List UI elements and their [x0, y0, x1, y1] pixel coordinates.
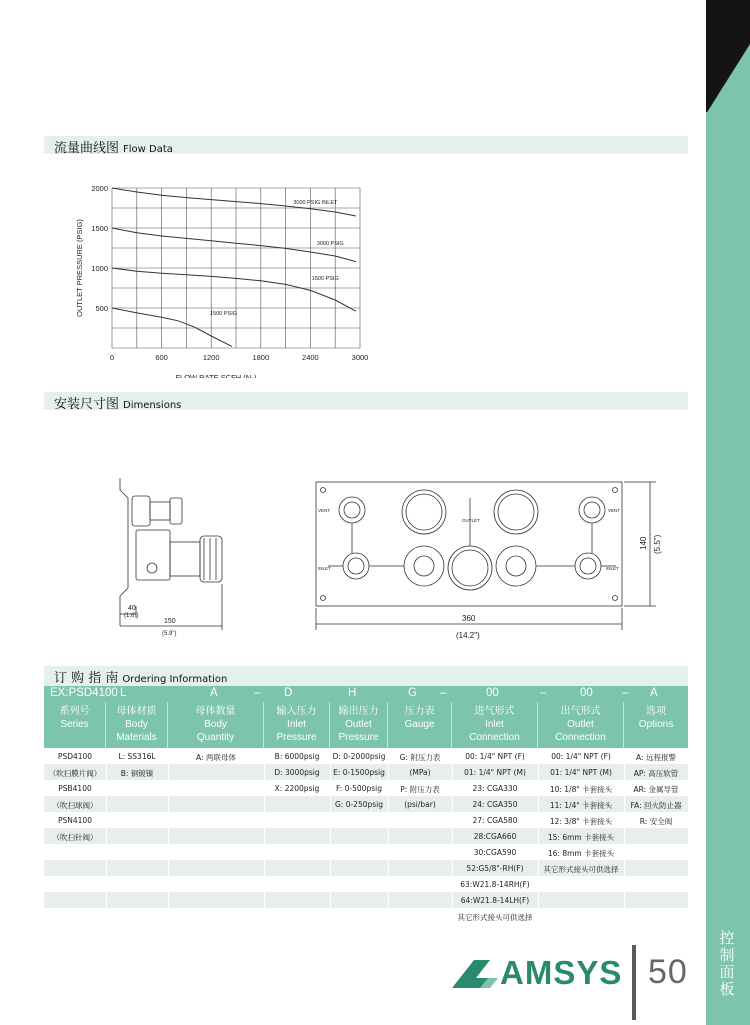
order-code-options: A — [650, 687, 658, 699]
order-cell: FA: 回火防止器 — [630, 801, 682, 810]
order-cell: 10: 1/8" 卡套接头 — [549, 785, 613, 794]
order-cell: 11: 1/4" 卡套接头 — [549, 801, 613, 810]
order-code-dash-2: – — [440, 687, 447, 699]
front-gauge-center — [448, 546, 492, 590]
order-cell: 其它形式接头可供选择 — [543, 865, 619, 874]
order-header-zh: 输出压力 — [338, 706, 379, 717]
order-cell: (psi/bar) — [404, 800, 436, 809]
dim-width: 360 — [462, 614, 476, 623]
dimensions-title-en: Dimensions — [123, 400, 182, 411]
amsys-logo — [450, 954, 635, 994]
order-table-header — [44, 702, 688, 748]
table-col-divider — [168, 748, 169, 926]
dim-width-in: (14.2") — [456, 631, 480, 640]
order-header-zh: 输入压力 — [276, 706, 317, 717]
order-header-col-3 — [264, 702, 330, 748]
side-view-handle — [200, 536, 222, 582]
order-header-en1: Outlet — [567, 719, 594, 730]
order-cell: 28:CGA660 — [473, 832, 517, 841]
x-tick-label: 600 — [155, 353, 168, 362]
order-table-body — [44, 748, 688, 926]
order-code-outlet-pressure: H — [348, 687, 357, 699]
order-cell: A: 远程报警 — [636, 753, 676, 762]
order-header-zh: 母体数量 — [195, 706, 236, 717]
page-number: 50 — [648, 953, 688, 991]
panel-outline — [316, 482, 622, 606]
order-header-en1: Gauge — [404, 719, 435, 730]
y-tick-label: 500 — [95, 304, 108, 313]
order-header-en2: Connection — [555, 732, 606, 743]
order-code-material: L — [120, 687, 127, 699]
brand-divider — [632, 945, 636, 1020]
order-cell: G: 附压力表 — [399, 753, 441, 762]
y-axis-label: OUTLET PRESSURE (PSIG) — [75, 219, 84, 317]
series-label-0: 3000 PSIG INLET — [293, 200, 338, 206]
flow-chart — [70, 178, 380, 378]
side-view-valve-top — [132, 496, 150, 526]
order-header-en2: Materials — [116, 732, 157, 743]
dim-side-width: 40 — [128, 605, 136, 612]
dimension-drawing — [110, 478, 670, 648]
order-cell: （吹扫球阀） — [52, 801, 98, 810]
order-cell: 15: 6mm 卡套接头 — [547, 833, 615, 842]
x-tick-label: 1200 — [202, 353, 220, 362]
front-inlet-valve-right — [575, 553, 601, 579]
order-header-zh: 进气形式 — [474, 706, 515, 717]
table-row — [44, 892, 688, 908]
dim-height-in: (5.5") — [653, 534, 662, 554]
order-cell: A: 两联母体 — [196, 753, 236, 762]
order-header-en1: Inlet — [485, 719, 504, 730]
order-header-en2: Quantity — [196, 732, 235, 743]
dim-height: 140 — [639, 536, 648, 550]
order-cell: (MPa) — [409, 768, 431, 777]
y-tick-label: 2000 — [91, 184, 108, 193]
order-header-zh: 母体材质 — [116, 706, 157, 717]
order-header-col-8 — [624, 702, 688, 748]
order-cell: 其它形式接头可供选择 — [457, 913, 533, 922]
order-header-col-0 — [44, 702, 106, 748]
order-header-en1: Outlet — [345, 719, 372, 730]
front-gauge-right — [494, 490, 538, 534]
order-cell: 30:CGA590 — [473, 848, 517, 857]
flow-title-en: Flow Data — [123, 144, 173, 155]
order-cell: 52:G5/8"-RH(F) — [466, 864, 524, 873]
order-header-en1: Body — [204, 719, 227, 730]
order-code-bar — [44, 686, 688, 702]
order-cell: AP: 高压软管 — [633, 769, 679, 778]
label-inlet-right: INLET — [606, 566, 619, 571]
order-code-dash-3: – — [540, 687, 547, 699]
ordering-title-en: Ordering Information — [122, 674, 228, 685]
order-cell: 23: CGA330 — [472, 784, 518, 793]
side-view-port — [147, 563, 157, 573]
order-header-col-1 — [106, 702, 168, 748]
order-cell: B: 铜镀镍 — [120, 769, 154, 778]
order-code-dash-4: – — [622, 687, 629, 699]
order-cell: 16: 8mm 卡套接头 — [547, 849, 615, 858]
order-header-col-6 — [452, 702, 538, 748]
order-cell: 00: 1/4" NPT (F) — [551, 752, 611, 761]
dim-side-width-in: (1.6") — [124, 613, 139, 619]
order-header-en1: Series — [60, 719, 89, 730]
x-axis-label: FLOW RATE SCFH (N₂) — [175, 373, 257, 378]
order-cell: PSB4100 — [58, 784, 92, 793]
label-outlet: OUTLET — [462, 518, 480, 523]
side-view-regulator — [170, 542, 200, 576]
order-cell: L: SS316L — [118, 752, 156, 761]
order-cell: D: 3000psig — [274, 768, 320, 777]
order-cell: 01: 1/4" NPT (M) — [464, 768, 526, 777]
series-line-2 — [112, 268, 356, 311]
dimensions-title-zh: 安装尺寸图 — [54, 397, 120, 412]
x-tick-label: 1800 — [252, 353, 270, 362]
order-cell: 24: CGA350 — [472, 800, 518, 809]
order-cell: PSD4100 — [57, 752, 93, 761]
order-cell: PSN4100 — [58, 816, 92, 825]
table-row — [44, 876, 688, 892]
order-header-zh: 系列号 — [59, 706, 90, 717]
side-view-valve-stem — [150, 502, 170, 520]
order-cell: 00: 1/4" NPT (F) — [465, 752, 525, 761]
ordering-section-header — [44, 666, 688, 686]
front-gauge-left — [402, 490, 446, 534]
order-cell: G: 0-250psig — [334, 800, 384, 809]
flow-title-zh: 流量曲线图 — [54, 141, 120, 156]
label-inlet-left: INLET — [318, 566, 331, 571]
y-tick-label: 1500 — [91, 224, 108, 233]
dimension-drawing-svg — [110, 478, 670, 648]
order-cell: R: 安全阀 — [639, 817, 673, 826]
order-code-quantity: A — [210, 687, 218, 699]
front-vent-valve-left — [339, 497, 365, 523]
y-tick-label: 1000 — [91, 264, 108, 273]
order-code-gauge: G — [408, 687, 417, 699]
order-header-en1: Inlet — [287, 719, 306, 730]
ordering-title-zh: 订 购 指 南 — [54, 671, 119, 686]
side-band — [706, 0, 750, 1025]
side-view-valve-knob — [170, 498, 182, 524]
order-header-en1: Body — [125, 719, 148, 730]
table-row — [44, 908, 688, 924]
dim-depth-in: (5.9") — [162, 631, 177, 637]
front-regulator-right — [496, 546, 536, 586]
flow-chart-svg — [70, 178, 380, 378]
order-header-col-7 — [538, 702, 624, 748]
order-code-inlet-connection: 00 — [486, 687, 499, 699]
order-cell: 63:W21.8-14RH(F) — [460, 880, 530, 889]
order-cell: 01: 1/4" NPT (M) — [550, 768, 612, 777]
order-code-inlet-pressure: D — [284, 687, 293, 699]
order-cell: （吹扫膜片阀） — [48, 769, 102, 778]
label-vent-right: VENT — [608, 508, 621, 513]
order-cell: E: 0-1500psig — [333, 768, 385, 777]
order-header-en1: Options — [638, 719, 674, 730]
order-cell: 64:W21.8-14LH(F) — [460, 896, 530, 905]
order-cell: AR: 金属导管 — [633, 785, 679, 794]
order-header-en2: Pressure — [338, 732, 379, 743]
order-header-col-5 — [388, 702, 452, 748]
series-label-3: 1500 PSIG — [210, 311, 238, 318]
front-regulator-left — [404, 546, 444, 586]
side-category-label: 控制面板 — [719, 929, 735, 998]
order-cell: F: 0-500psig — [336, 784, 382, 793]
order-cell: 27: CGA580 — [472, 816, 518, 825]
brand-name: AMSYS — [500, 954, 623, 991]
front-inlet-valve-left — [343, 553, 369, 579]
order-cell: D: 0-2000psig — [332, 752, 386, 761]
order-cell: X: 2200psig — [274, 784, 320, 793]
flow-section-header — [44, 136, 688, 154]
series-label-1: 3000 PSIG — [316, 240, 344, 247]
front-vent-valve-right — [579, 497, 605, 523]
order-cell: B: 6000psig — [274, 752, 320, 761]
order-header-zh: 压力表 — [404, 706, 435, 717]
order-header-en2: Connection — [469, 732, 520, 743]
order-header-zh: 选项 — [646, 706, 666, 717]
x-tick-label: 0 — [109, 353, 115, 362]
order-code-outlet-connection: 00 — [580, 687, 593, 699]
order-header-col-4 — [330, 702, 388, 748]
order-cell: （吹扫针阀） — [52, 833, 98, 842]
order-code-series: EX:PSD4100 — [50, 687, 118, 699]
order-header-zh: 出气形式 — [560, 706, 601, 717]
order-header-col-2 — [168, 702, 264, 748]
order-header-en2: Pressure — [276, 732, 317, 743]
dimensions-section-header — [44, 392, 688, 410]
x-tick-label: 2400 — [302, 353, 319, 362]
order-cell: 12: 3/8" 卡套接头 — [549, 817, 613, 826]
x-tick-label: 3000 — [351, 353, 369, 362]
dim-depth: 150 — [164, 618, 176, 625]
order-code-dash-1: – — [254, 687, 261, 699]
order-cell: P: 附压力表 — [400, 785, 440, 794]
side-view-bracket — [120, 478, 128, 606]
series-label-2: 1500 PSIG — [311, 276, 339, 282]
label-vent-left: VENT — [318, 508, 331, 513]
